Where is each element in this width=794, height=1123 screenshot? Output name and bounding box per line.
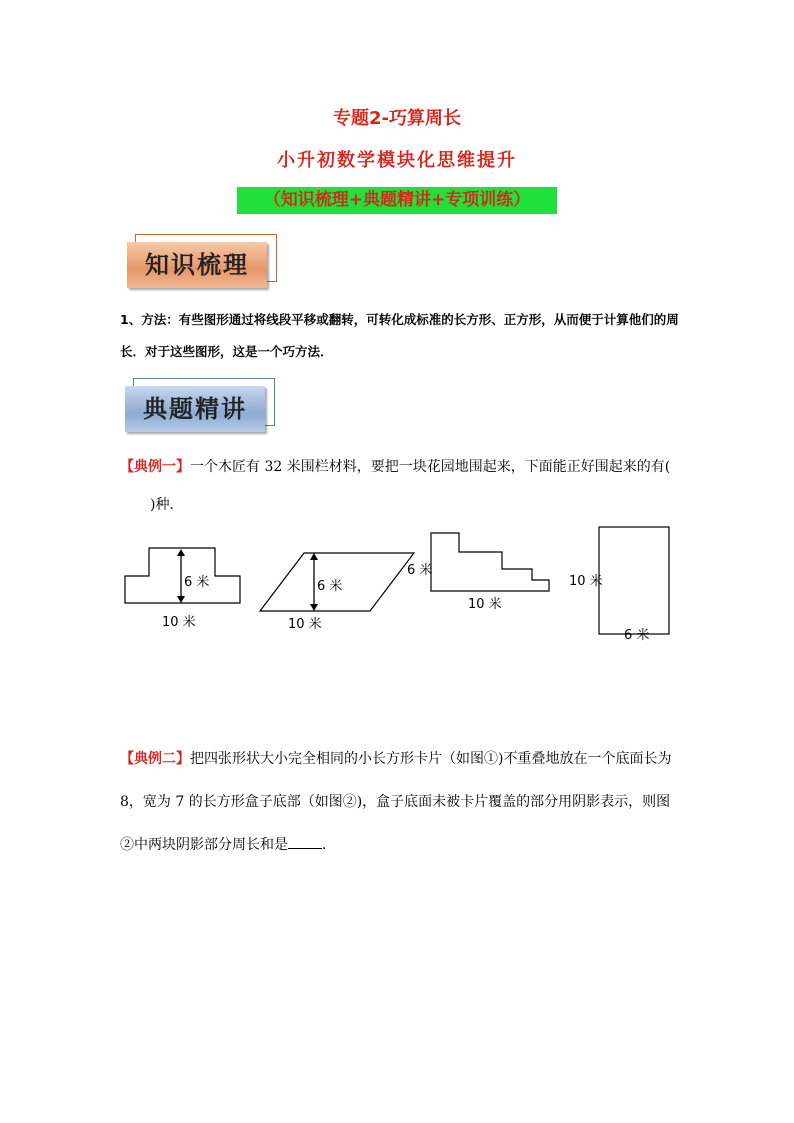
figure-t-shape	[125, 548, 240, 630]
example-one-figures	[0, 515, 794, 655]
knowledge-paragraph: 1、方法：有些图形通过将线段平移或翻转，可转化成标准的长方形、正方形，从而便于计算他们的周长．对于这些图形，这是一个巧方法．	[120, 312, 679, 359]
example-two-text-a: 把四张形状大小完全相同的小长方形卡片（如图①)不重叠地放在一个底面长为 8，宽为 7 的长方形盒子底部（如图②)，盒子底面未被卡片覆盖的部分用阴影表示，则图②中两块阴影部分周长和是	[120, 751, 672, 853]
examples-banner-label: 典题精讲	[125, 386, 265, 432]
document-subtitle: 小升初数学模块化思维提升	[277, 150, 517, 171]
document-title: 专题2-巧算周长	[333, 108, 461, 129]
figure-staircase-width-label: 10 米	[468, 597, 502, 612]
example-two-tag: 【典例二】	[120, 751, 190, 767]
figure-staircase	[407, 533, 549, 612]
figure-t-height-label: 6 米	[184, 575, 210, 590]
example-one-tag: 【典例一】	[120, 459, 190, 475]
example-two-text-b: ．	[322, 837, 336, 853]
figure-rectangle	[569, 527, 669, 643]
figure-t-width-label: 10 米	[162, 615, 196, 630]
figure-staircase-height-label: 6 米	[407, 563, 433, 578]
figure-parallelogram-height-label: 6 米	[317, 579, 343, 594]
knowledge-banner-label: 知识梳理	[127, 242, 267, 288]
example-one-text-a: 一个木匠有 32 米围栏材料，要把一块花园地围起来，下面能正好围起来的有(	[190, 459, 671, 475]
figure-rectangle-width-label: 6 米	[624, 628, 650, 643]
example-two-paragraph	[120, 738, 680, 867]
figure-parallelogram-width-label: 10 米	[288, 617, 322, 632]
answer-blank[interactable]	[288, 834, 322, 849]
figure-rectangle-height-label: 10 米	[569, 574, 603, 589]
example-one-text-b: )种．	[150, 497, 184, 513]
knowledge-banner	[127, 234, 277, 290]
example-one-paragraph	[120, 448, 680, 524]
document-tagline: （知识梳理+典题精讲+专项训练）	[237, 187, 557, 214]
figure-parallelogram	[260, 553, 414, 632]
examples-banner	[125, 378, 275, 434]
